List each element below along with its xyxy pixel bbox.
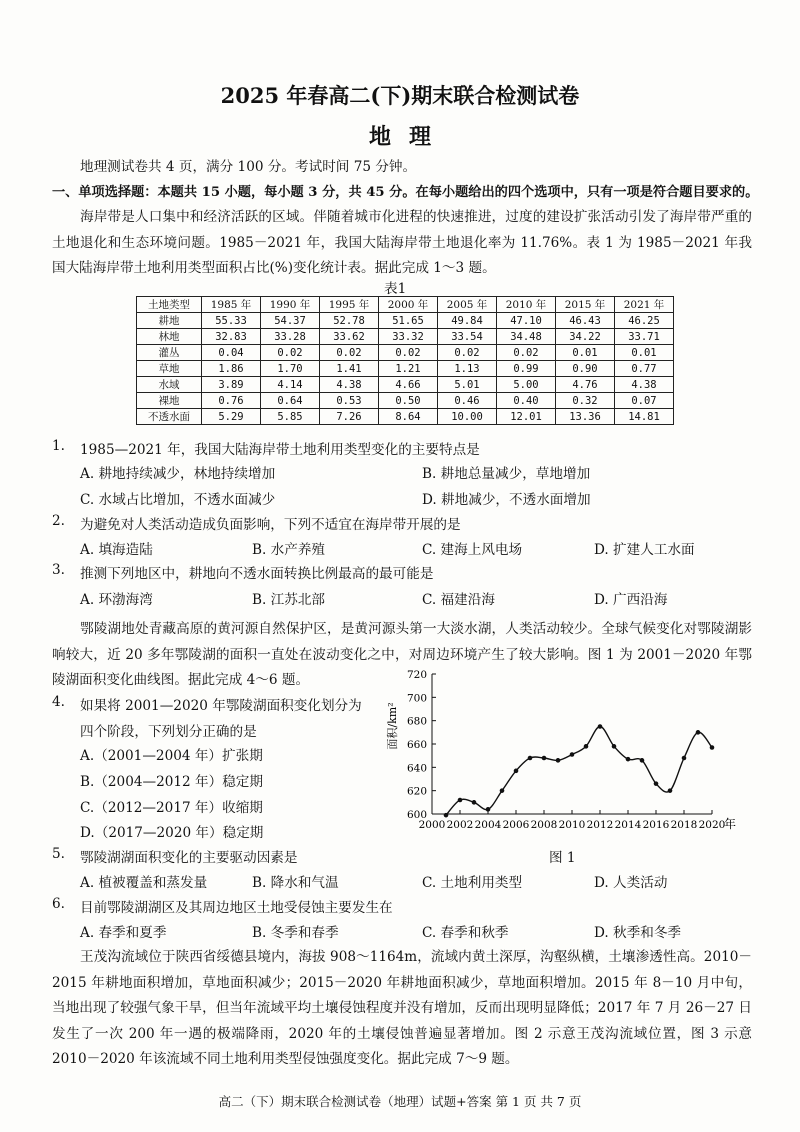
table-cell: 47.10: [497, 313, 556, 329]
lake-area-data-point: [556, 758, 561, 763]
table-cell: 14.81: [615, 409, 674, 425]
table-caption: 表1: [384, 281, 407, 297]
chart-x-axis-unit: 年: [724, 817, 737, 831]
table-header-row: [137, 297, 674, 313]
lake-area-data-point: [472, 800, 477, 805]
question-5-number: 5.: [52, 846, 65, 862]
question-6-number: 6.: [52, 896, 65, 912]
year-header: 2005 年: [438, 297, 497, 313]
section-heading: 一、单项选择题：本题共 15 小题，每小题 3 分，共 45 分。在每小题给出的四个选项中，只有一项是符合题目要求的。: [52, 185, 759, 200]
question-3-number: 3.: [52, 562, 65, 578]
table-cell: 49.84: [438, 313, 497, 329]
figure-1-caption: 图 1: [549, 850, 576, 866]
x-tick-label: 2002: [446, 819, 474, 831]
x-tick-label: 2010: [558, 819, 586, 831]
x-tick-label: 2014: [614, 819, 642, 831]
year-header: 1985 年: [202, 297, 261, 313]
year-header: 1990 年: [261, 297, 320, 313]
table-cell: 1.13: [438, 361, 497, 377]
lake-area-data-point: [654, 781, 659, 786]
table-cell: 4.38: [615, 377, 674, 393]
chart-axes: [432, 674, 712, 814]
table-cell: 0.07: [615, 393, 674, 409]
table-cell: 4.66: [379, 377, 438, 393]
lake-area-data-point: [458, 798, 463, 803]
lake-area-data-point: [626, 757, 631, 762]
table-cell: 10.00: [438, 409, 497, 425]
question-1-option-a[interactable]: A. 耕地持续减少，林地持续增加: [80, 466, 276, 482]
question-1-stem: 1985—2021 年，我国大陆海岸带土地利用类型变化的主要特点是: [80, 442, 480, 458]
table-cell: 55.33: [202, 313, 261, 329]
table-row: [137, 313, 674, 329]
table-cell: 33.71: [615, 329, 674, 345]
lake-area-data-point: [668, 788, 673, 793]
table-cell: 0.02: [497, 345, 556, 361]
table-row-label: 水域: [137, 377, 202, 393]
question-2-option-b[interactable]: B. 水产养殖: [252, 542, 326, 558]
table-cell: 0.40: [497, 393, 556, 409]
table-cell: 4.38: [320, 377, 379, 393]
question-4-number: 4.: [52, 694, 65, 710]
chart-ticks: [407, 669, 725, 831]
table-cell: 0.02: [438, 345, 497, 361]
exam-title: 2025 年春高二(下)期末联合检测试卷: [220, 83, 580, 108]
lake-area-data-point: [570, 752, 575, 757]
lake-area-data-point: [528, 756, 533, 761]
y-tick-label: 660: [406, 739, 427, 751]
table-corner-cell: 土地类型: [137, 297, 202, 313]
table-row: [137, 393, 674, 409]
y-tick-label: 700: [406, 692, 427, 705]
lake-area-data-point: [542, 756, 547, 761]
question-2-number: 2.: [52, 513, 65, 529]
lake-area-data-point: [612, 744, 617, 749]
table-cell: 0.01: [615, 345, 674, 361]
lake-area-data-point: [598, 724, 603, 729]
table-cell: 5.00: [497, 377, 556, 393]
question-5-option-b[interactable]: B. 降水和气温: [252, 875, 339, 891]
table-row-label: 灌丛: [137, 345, 202, 361]
table-cell: 0.04: [202, 345, 261, 361]
question-3-option-c[interactable]: C. 福建沿海: [422, 592, 495, 608]
table-cell: 0.02: [379, 345, 438, 361]
table-cell: 46.25: [615, 313, 674, 329]
year-header: 2015 年: [556, 297, 615, 313]
table-cell: 34.22: [556, 329, 615, 345]
question-4-option-b[interactable]: B.（2004—2012 年）稳定期: [80, 774, 263, 790]
x-tick-label: 2012: [586, 819, 614, 831]
question-6-option-c[interactable]: C. 春季和秋季: [422, 925, 509, 941]
table-cell: 0.76: [202, 393, 261, 409]
table-cell: 0.64: [261, 393, 320, 409]
table-cell: 0.01: [556, 345, 615, 361]
x-tick-label: 2016: [642, 819, 670, 831]
y-tick-label: 680: [406, 715, 427, 728]
question-4-option-d[interactable]: D.（2017—2020 年）稳定期: [80, 825, 264, 841]
lake-area-data-point: [640, 758, 645, 763]
lake-area-data-point: [696, 730, 701, 735]
year-header: 2000 年: [379, 297, 438, 313]
question-5-option-a[interactable]: A. 植被覆盖和蒸发量: [80, 875, 208, 891]
table-cell: 0.50: [379, 393, 438, 409]
table-cell: 0.99: [497, 361, 556, 377]
landuse-table: [136, 296, 674, 425]
question-6-stem: 目前鄂陵湖湖区及其周边地区土地受侵蚀主要发生在: [80, 900, 393, 916]
question-3-stem: 推测下列地区中，耕地向不透水面转换比例最高的最可能是: [80, 566, 434, 582]
table-row-label: 不透水面: [137, 409, 202, 425]
question-3-option-d[interactable]: D. 广西沿海: [594, 592, 668, 608]
question-1-number: 1.: [52, 438, 65, 454]
table-row: [137, 345, 674, 361]
table-row: [137, 329, 674, 345]
table-cell: 0.32: [556, 393, 615, 409]
question-2-option-d[interactable]: D. 扩建人工水面: [594, 542, 695, 558]
question-1-option-d[interactable]: D. 耕地减少，不透水面增加: [422, 492, 591, 508]
year-header: 2021 年: [615, 297, 674, 313]
table-cell: 0.77: [615, 361, 674, 377]
question-6-option-a[interactable]: A. 春季和夏季: [80, 925, 167, 941]
table-cell: 0.46: [438, 393, 497, 409]
y-tick-label: 640: [406, 762, 427, 775]
x-tick-label: 2018: [670, 819, 698, 831]
table-cell: 0.02: [320, 345, 379, 361]
x-tick-label: 2008: [530, 819, 558, 831]
question-4-option-a[interactable]: A.（2001—2004 年）扩张期: [80, 748, 263, 764]
table-row: [137, 361, 674, 377]
table-cell: 51.65: [379, 313, 438, 329]
table-cell: 0.53: [320, 393, 379, 409]
table-cell: 8.64: [379, 409, 438, 425]
passage-coastal-text: 海岸带是人口集中和经济活跃的区域。伴随着城市化进程的快速推进，过度的建设扩张活动引发了海岸带严重的土地退化和生态环境问题。1985－2021 年，我国大陆海岸带土地退化率为 11.76%。表 1 为 1985－2021 年我国大陆海岸带土地利用类型面积占比(%)变化统计表。据此完成 1～3 题。: [52, 209, 752, 276]
question-6-option-b[interactable]: B. 冬季和春季: [252, 925, 339, 941]
question-2-option-a[interactable]: A. 填海造陆: [80, 542, 153, 558]
lake-area-series-line: [446, 727, 712, 816]
question-5-option-d[interactable]: D. 人类活动: [594, 875, 668, 891]
table-row-label: 耕地: [137, 313, 202, 329]
lake-area-series-points: [444, 724, 715, 817]
question-4-stem-line1: 如果将 2001—2020 年鄂陵湖面积变化划分为: [80, 698, 362, 714]
table-row-label: 草地: [137, 361, 202, 377]
passage-lake-text: 鄂陵湖地处青藏高原的黄河源自然保护区，是黄河源头第一大淡水湖，人类活动较少。全球气候变化对鄂陵湖影响较大，近 20 多年鄂陵湖的面积一直处在波动变化之中，对周边环境产生了较大影响。图 1 为 2001－2020 年鄂陵湖面积变化曲线图。据此完成 4～6 题。: [52, 621, 752, 688]
y-tick-label: 620: [406, 785, 427, 798]
table-cell: 33.62: [320, 329, 379, 345]
table-cell: 33.32: [379, 329, 438, 345]
table-cell: 32.83: [202, 329, 261, 345]
passage-coastal: [52, 205, 752, 282]
lake-area-data-point: [444, 813, 449, 818]
table-cell: 3.89: [202, 377, 261, 393]
question-6-option-d[interactable]: D. 秋季和冬季: [594, 925, 682, 941]
table-cell: 0.02: [261, 345, 320, 361]
x-tick-label: 2000: [418, 819, 446, 831]
table-cell: 1.41: [320, 361, 379, 377]
question-4-option-c[interactable]: C.（2012—2017 年）收缩期: [80, 800, 263, 816]
lake-area-data-point: [584, 744, 589, 749]
year-header: 1995 年: [320, 297, 379, 313]
table-cell: 1.70: [261, 361, 320, 377]
passage-watershed: [52, 945, 752, 1073]
x-tick-label: 2006: [502, 819, 530, 831]
table-cell: 7.26: [320, 409, 379, 425]
table-cell: 12.01: [497, 409, 556, 425]
lake-area-chart: [372, 662, 764, 866]
question-5-option-c[interactable]: C. 土地利用类型: [422, 875, 523, 891]
table-cell: 4.76: [556, 377, 615, 393]
table-row-label: 裸地: [137, 393, 202, 409]
lake-area-data-point: [514, 769, 519, 774]
lake-area-data-point: [500, 788, 505, 793]
year-header: 2010 年: [497, 297, 556, 313]
table-cell: 0.90: [556, 361, 615, 377]
table-cell: 1.86: [202, 361, 261, 377]
question-2-option-c[interactable]: C. 建海上风电场: [422, 542, 523, 558]
table-cell: 1.21: [379, 361, 438, 377]
question-1-option-b[interactable]: B. 耕地总量减少，草地增加: [422, 466, 591, 482]
question-5-stem: 鄂陵湖湖面积变化的主要驱动因素是: [80, 850, 298, 866]
table-row-label: 林地: [137, 329, 202, 345]
x-tick-label: 2020: [698, 819, 726, 831]
subject-heading: 地理: [368, 124, 449, 150]
question-2-stem: 为避免对人类活动造成负面影响，下列不适宜在海岸带开展的是: [80, 517, 461, 533]
table-row: [137, 377, 674, 393]
question-4-stem-line2: 四个阶段，下列划分正确的是: [80, 724, 257, 740]
question-3-option-a[interactable]: A. 环渤海湾: [80, 592, 153, 608]
question-3-option-b[interactable]: B. 江苏北部: [252, 592, 326, 608]
table-cell: 33.54: [438, 329, 497, 345]
table-cell: 33.28: [261, 329, 320, 345]
question-1-option-c[interactable]: C. 水域占比增加，不透水面减少: [80, 492, 276, 508]
table-cell: 5.85: [261, 409, 320, 425]
table-cell: 4.14: [261, 377, 320, 393]
table-row: [137, 409, 674, 425]
y-tick-label: 600: [406, 809, 427, 821]
table-cell: 34.48: [497, 329, 556, 345]
table-cell: 54.37: [261, 313, 320, 329]
lake-area-data-point: [682, 756, 687, 761]
table-cell: 52.78: [320, 313, 379, 329]
y-tick-label: 720: [406, 669, 427, 681]
table-cell: 5.01: [438, 377, 497, 393]
table-cell: 5.29: [202, 409, 261, 425]
x-tick-label: 2004: [474, 819, 502, 831]
table-cell: 13.36: [556, 409, 615, 425]
exam-intro: 地理测试卷共 4 页，满分 100 分。考试时间 75 分钟。: [80, 159, 417, 175]
chart-y-axis-label: 面积/km²: [386, 702, 399, 750]
page-footer: 高二（下）期末联合检测试卷（地理）试题+答案 第 1 页 共 7 页: [218, 1094, 582, 1109]
table-cell: 46.43: [556, 313, 615, 329]
passage-watershed-text: 王茂沟流域位于陕西省绥德县境内，海拔 908～1164m，流域内黄土深厚，沟壑纵横，土壤渗透性高。2010－2015 年耕地面积增加，草地面积减少；2015－2020 年耕地面积减少，草地面积增加。2015 年 8－10 月中旬，当地出现了较强气象干旱，但当年流域平均土壤侵蚀程度并没有增加，反而出现明显降低；2017 年 7 月 26－27 日发生了一次 200 年一遇的极端降雨，2020 年的土壤侵蚀普遍显著增加。图 2 示意王茂沟流域位置，图 3 示意 2010－2020 年该流域不同土地利用类型侵蚀强度变化。据此完成 7～9 题。: [52, 949, 752, 1067]
lake-area-data-point: [486, 807, 491, 812]
lake-area-data-point: [710, 745, 715, 750]
